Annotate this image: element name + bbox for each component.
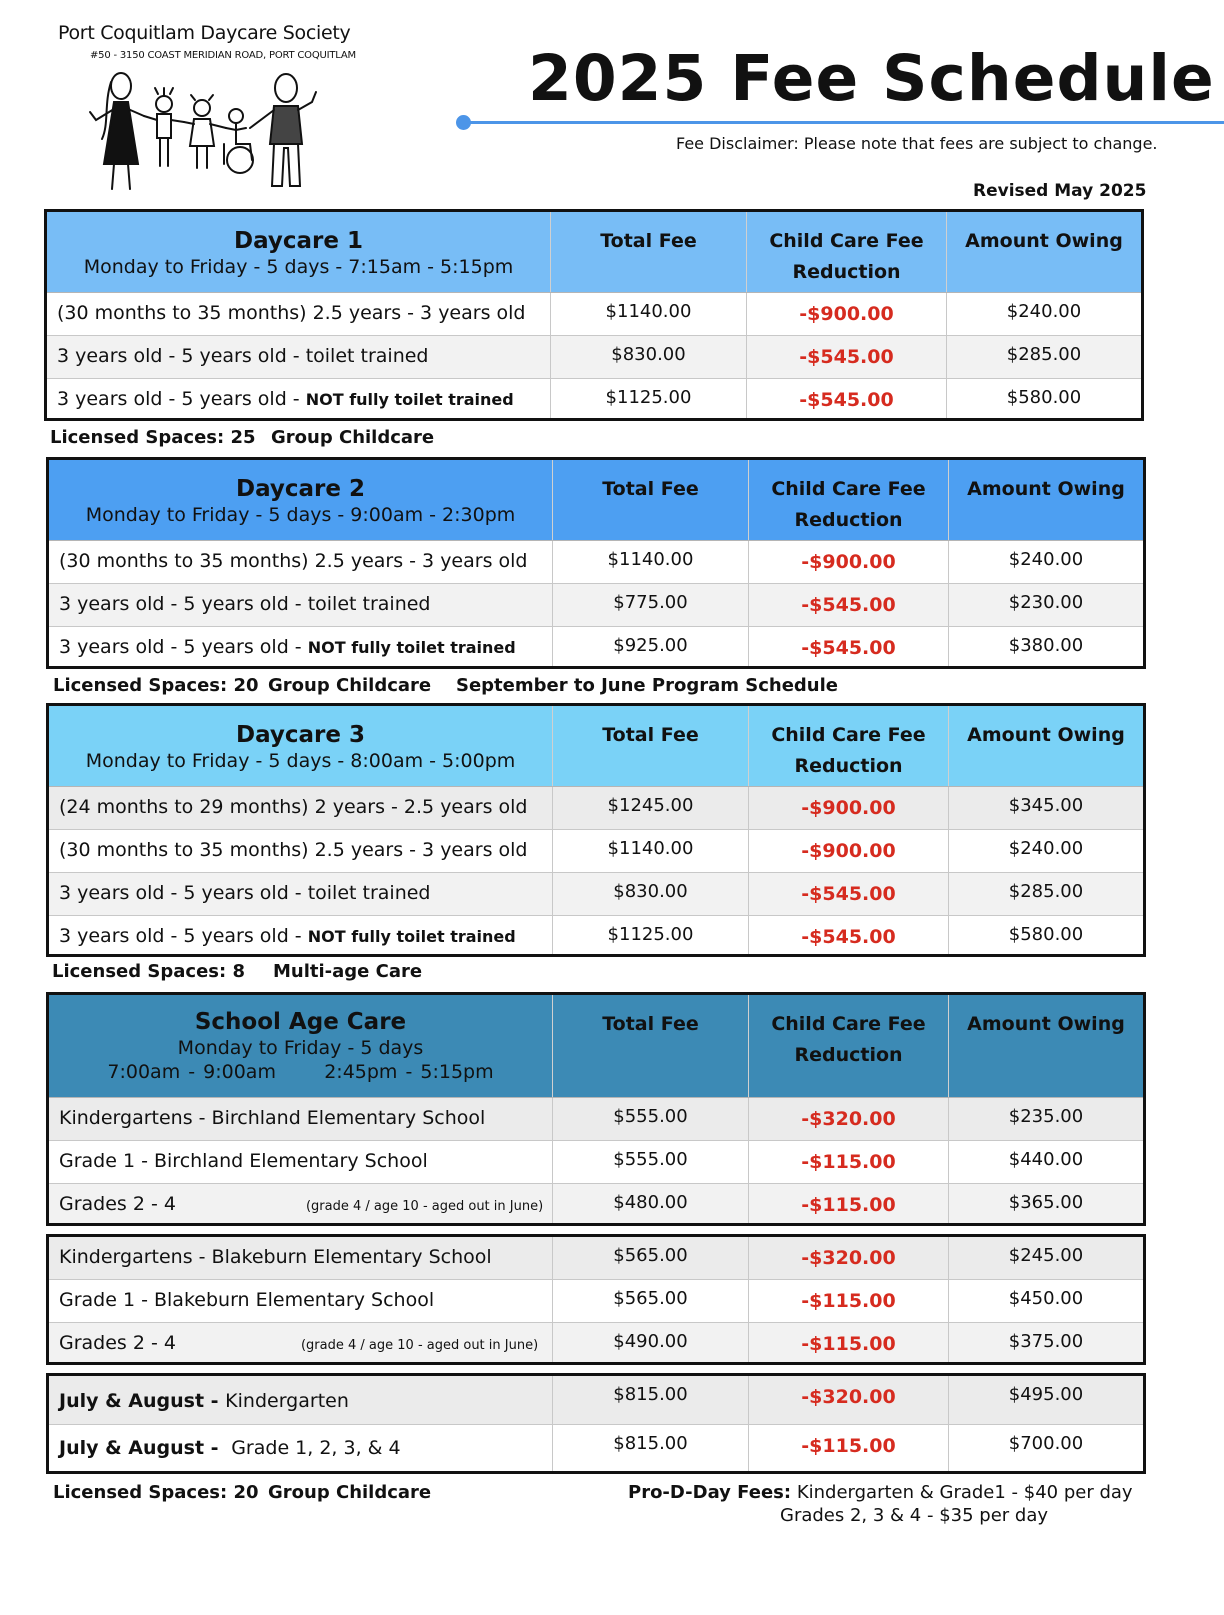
daycare-2-type: Group Childcare (268, 675, 432, 696)
total-fee-header: Total Fee (553, 995, 749, 1097)
school-age-hours: 7:00am - 9:00am 2:45pm - 5:15pm (107, 1061, 494, 1083)
daycare-2-header (49, 460, 1143, 541)
daycare-3-spaces: Licensed Spaces: 8 (52, 961, 245, 982)
summer-fees-table (46, 1373, 1146, 1474)
table-row: 3 years old - 5 years old - toilet trained $775.00 -$545.00 $230.00 (49, 584, 1143, 627)
daycare-2-table (46, 457, 1146, 669)
daycare-1-hours: Monday to Friday - 5 days - 7:15am - 5:15pm (83, 256, 514, 278)
table-row: (30 months to 35 months) 2.5 years - 3 years old $1140.00 -$900.00 $240.00 (49, 830, 1143, 873)
total-fee-header: Total Fee (551, 212, 747, 292)
reduction-header: Child Care Fee Reduction (749, 460, 949, 540)
table-row: Grades 2 - 4 (grade 4 / age 10 - aged out in June) $490.00 -$115.00 $375.00 (49, 1323, 1143, 1362)
daycare-1-header (47, 212, 1141, 293)
table-row: Grades 2 - 4 (grade 4 / age 10 - aged out in June) $480.00 -$115.00 $365.00 (49, 1184, 1143, 1223)
page-title: 2025 Fee Schedule (528, 42, 1215, 115)
reduction-header: Child Care Fee Reduction (747, 212, 947, 292)
table-row: 3 years old - 5 years old - toilet trained $830.00 -$545.00 $285.00 (49, 873, 1143, 916)
amount-owing-header: Amount Owing (967, 478, 1125, 500)
table-row: (24 months to 29 months) 2 years - 2.5 years old $1245.00 -$900.00 $345.00 (49, 787, 1143, 830)
table-row: 3 years old - 5 years old - NOT fully toilet trained $925.00 -$545.00 $380.00 (49, 627, 1143, 666)
table-row: Kindergartens - Blakeburn Elementary School $565.00 -$320.00 $245.00 (49, 1237, 1143, 1280)
school-age-type: Group Childcare (268, 1482, 432, 1503)
daycare-1-title: Daycare 1 (233, 228, 363, 254)
daycare-2-schedule: September to June Program Schedule (456, 675, 838, 696)
daycare-1-table (44, 209, 1144, 421)
school-age-birchland-table (46, 992, 1146, 1226)
table-row: 3 years old - 5 years old - toilet trained $830.00 -$545.00 $285.00 (47, 336, 1141, 379)
school-age-blakeburn-table (46, 1234, 1146, 1365)
table-row: July & August - Grade 1, 2, 3, & 4 $815.00 -$115.00 $700.00 (49, 1425, 1143, 1471)
pro-d-day-kindergarten: Kindergarten & Grade1 - $40 per day (796, 1482, 1133, 1503)
daycare-2-title: Daycare 2 (235, 476, 365, 502)
school-age-title: School Age Care (194, 1009, 407, 1035)
table-row: (30 months to 35 months) 2.5 years - 3 years old $1140.00 -$900.00 $240.00 (49, 541, 1143, 584)
daycare-1-type: Group Childcare (271, 427, 435, 448)
stick-figure-family-logo (84, 64, 334, 194)
revised-date: Revised May 2025 (973, 181, 1147, 201)
pro-d-day-fees (628, 1482, 1133, 1503)
table-row: July & August - Kindergarten $815.00 -$320.00 $495.00 (49, 1376, 1143, 1425)
pro-d-day-label: Pro-D-Day Fees: (628, 1482, 792, 1503)
pro-d-day-grades: Grades 2, 3 & 4 - $35 per day (780, 1505, 1049, 1526)
total-fee-header: Total Fee (553, 460, 749, 540)
fee-disclaimer: Fee Disclaimer: Please note that fees are subject to change. (676, 134, 1158, 153)
school-age-days: Monday to Friday - 5 days (177, 1037, 424, 1059)
reduction-header: Child Care Fee Reduction (749, 706, 949, 786)
org-name: Port Coquitlam Daycare Society (58, 22, 351, 44)
table-row: 3 years old - 5 years old - NOT fully toilet trained $1125.00 -$545.00 $580.00 (49, 916, 1143, 954)
amount-owing-header: Amount Owing (965, 230, 1123, 252)
daycare-2-spaces: Licensed Spaces: 20 (53, 675, 259, 696)
daycare-3-title: Daycare 3 (235, 722, 365, 748)
table-row: Grade 1 - Blakeburn Elementary School $565.00 -$115.00 $450.00 (49, 1280, 1143, 1323)
amount-owing-header: Amount Owing (967, 724, 1125, 746)
total-fee-header: Total Fee (553, 706, 749, 786)
table-row: (30 months to 35 months) 2.5 years - 3 years old $1140.00 -$900.00 $240.00 (47, 293, 1141, 336)
table-row: Kindergartens - Birchland Elementary School $555.00 -$320.00 $235.00 (49, 1098, 1143, 1141)
table-row: 3 years old - 5 years old - NOT fully toilet trained $1125.00 -$545.00 $580.00 (47, 379, 1141, 418)
daycare-3-header (49, 706, 1143, 787)
table-row: Grade 1 - Birchland Elementary School $555.00 -$115.00 $440.00 (49, 1141, 1143, 1184)
title-rule-dot (456, 115, 471, 130)
org-address: #50 - 3150 COAST MERIDIAN ROAD, PORT COQUITLAM (90, 50, 356, 61)
daycare-3-type: Multi-age Care (273, 961, 423, 982)
daycare-3-table (46, 703, 1146, 957)
title-rule (470, 121, 1224, 124)
school-age-spaces: Licensed Spaces: 20 (53, 1482, 259, 1503)
daycare-3-hours: Monday to Friday - 5 days - 8:00am - 5:00pm (85, 750, 516, 772)
amount-owing-header: Amount Owing (967, 1013, 1125, 1035)
daycare-1-spaces: Licensed Spaces: 25 (50, 427, 256, 448)
daycare-2-hours: Monday to Friday - 5 days - 9:00am - 2:30pm (85, 504, 516, 526)
school-age-header (49, 995, 1143, 1098)
reduction-header: Child Care Fee Reduction (749, 995, 949, 1097)
